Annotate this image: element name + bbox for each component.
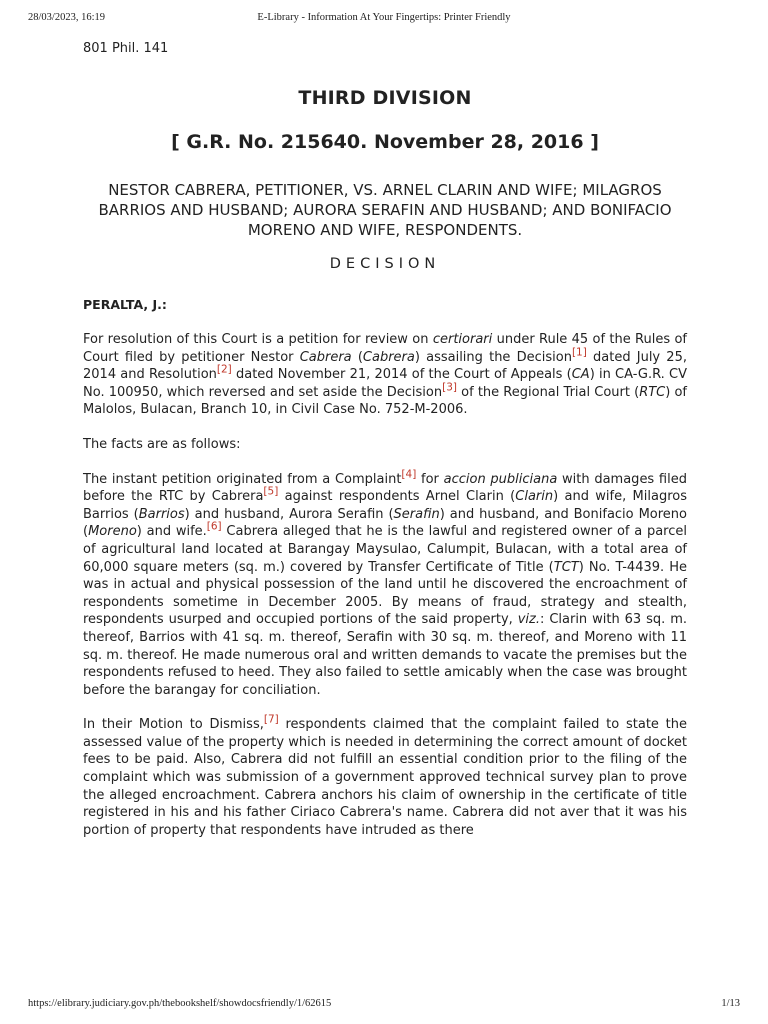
ponente: PERALTA, J.: xyxy=(83,297,167,312)
print-footer xyxy=(28,998,740,1012)
footnote-link-3[interactable]: [3] xyxy=(442,381,457,394)
footnote-link-6[interactable]: [6] xyxy=(206,521,222,534)
page-counter: 1/13 xyxy=(721,998,740,1009)
division-heading: THIRD DIVISION xyxy=(298,87,472,109)
case-parties: NESTOR CABRERA, PETITIONER, VS. ARNEL CLARIN AND WIFE; MILAGROS BARRIOS AND HUSBAND; AURORA SERAFIN AND HUSBAND; AND BONIFACIO MORENO AND WIFE, RESPONDENTS. xyxy=(98,181,672,239)
print-timestamp: 28/03/2023, 16:19 xyxy=(28,12,106,23)
footnote-link-7[interactable]: [7] xyxy=(263,713,279,726)
footnote-link-2[interactable]: [2] xyxy=(216,363,232,376)
document-body xyxy=(83,41,687,839)
footnote-link-1[interactable]: [1] xyxy=(571,346,587,359)
case-number-heading: [ G.R. No. 215640. November 28, 2016 ] xyxy=(171,131,599,153)
paragraph-3: The instant petition originated from a Complaint[4] for accion publiciana with damages filed before the RTC by Cabrera[5] against respondents Arnel Clarin (Clarin) and wife, Milagros Barrios (Barrios) and husband, Aurora Serafin (Serafin) and husband, and Bonifacio Moreno (Moreno) and wife.[6] Cabrera alleged that he is the lawful and registered owner of a parcel of agricultural land located at Barangay Maysulao, Calumpit, Bulacan, with a total area of 60,000 square meters (sq. m.) covered by Transfer Certificate of Title (TCT) No. T-4439. He was in actual and physical possession of the land until he discovered the encroachment of respondents sometime in December 2005. By means of fraud, strategy and stealth, respondents usurped and occupied portions of the said property, viz.: Clarin with 63 sq. m. thereof, Barrios with 41 sq. m. thereof, Serafin with 30 sq. m. thereof, and Moreno with 11 sq. m. thereof. He made numerous oral and written demands to vacate the premises but the respondents refused to heed. They also failed to settle amicably when the case was brought before the barangay for conciliation. xyxy=(83,468,688,698)
phil-citation: 801 Phil. 141 xyxy=(83,41,169,56)
print-header xyxy=(28,12,740,26)
print-page-title: E-Library - Information At Your Fingertips: Printer Friendly xyxy=(257,12,511,23)
print-url: https://elibrary.judiciary.gov.ph/thebookshelf/showdocsfriendly/1/62615 xyxy=(28,998,332,1009)
footnote-link-4[interactable]: [4] xyxy=(401,468,417,481)
paragraph-1: For resolution of this Court is a petition for review on certiorari under Rule 45 of the Rules of Court filed by petitioner Nestor Cabrera (Cabrera) assailing the Decision[1] dated July 25, 2014 and Resolution[2] dated November 21, 2014 of the Court of Appeals (CA) in CA-G.R. CV No. 100950, which reversed and set aside the Decision[3] of the Regional Trial Court (RTC) of Malolos, Bulacan, Branch 10, in Civil Case No. 752-M-2006. xyxy=(83,332,688,418)
decision-heading: DECISION xyxy=(329,256,441,272)
paragraph-2: The facts are as follows: xyxy=(83,436,241,452)
paragraph-4: In their Motion to Dismiss,[7] respondents claimed that the complaint failed to state the assessed value of the property which is needed in determining the correct amount of docket fees to be paid. Also, Cabrera did not fulfill an essential condition prior to the filing of the complaint which was submission of a government approved technical survey plan to prove the alleged encroachment. Cabrera anchors his claim of ownership in the certificate of title registered in his and his father Ciriaco Cabrera's name. Cabrera did not aver that it was his portion of property that respondents have intruded as there xyxy=(83,713,688,838)
footnote-link-5[interactable]: [5] xyxy=(263,485,279,498)
